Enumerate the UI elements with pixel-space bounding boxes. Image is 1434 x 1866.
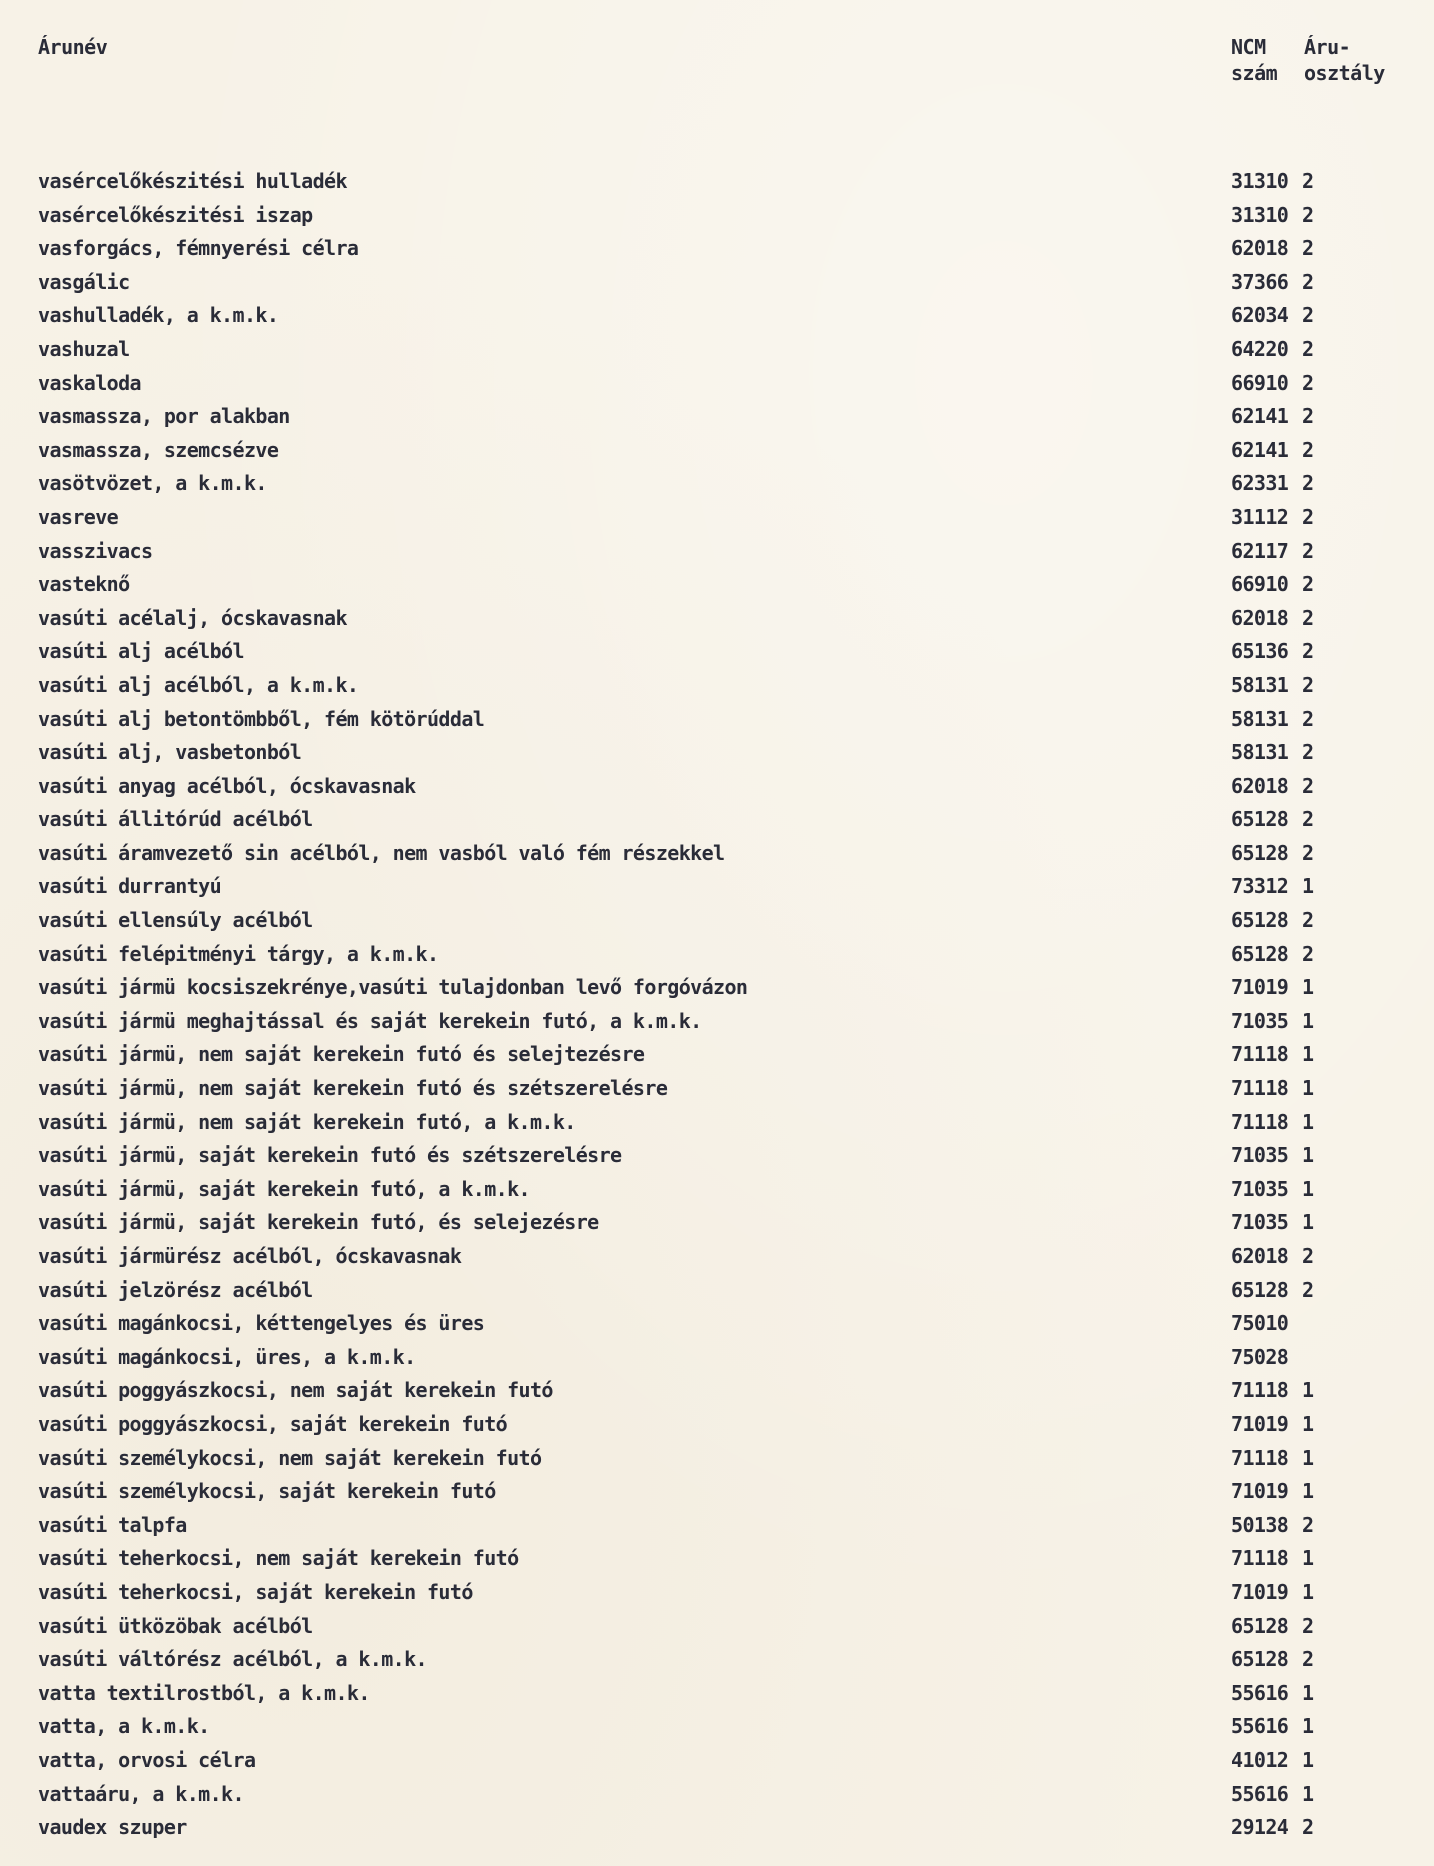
ncm-number: 71019	[1231, 1411, 1289, 1436]
ncm-number: 75010	[1231, 1311, 1289, 1336]
list-item	[0, 1512, 1434, 1546]
ncm-number: 65128	[1231, 1647, 1289, 1672]
ncm-number: 66910	[1231, 370, 1289, 395]
product-class: 1	[1302, 1579, 1314, 1604]
product-name: vasgálic	[38, 269, 130, 294]
product-class: 2	[1302, 538, 1314, 563]
list-item	[0, 202, 1434, 236]
list-item	[0, 941, 1434, 975]
list-item	[0, 1680, 1434, 1714]
product-class: 2	[1302, 740, 1314, 765]
product-name: vasúti jármü, nem saját kerekein futó, a k.m.k.	[38, 1109, 576, 1134]
ncm-number: 58131	[1231, 740, 1289, 765]
list-item	[0, 1243, 1434, 1277]
ncm-number: 65128	[1231, 908, 1289, 933]
product-name: vasúti jármü, saját kerekein futó és szétszerelésre	[38, 1143, 622, 1168]
product-list	[0, 168, 1434, 1848]
ncm-number: 71019	[1231, 1579, 1289, 1604]
product-class: 2	[1302, 1244, 1314, 1268]
product-name: vasúti jármü, saját kerekein futó, és selejezésre	[38, 1210, 599, 1235]
ncm-number: 71118	[1231, 1076, 1289, 1101]
ncm-number: 75028	[1231, 1344, 1289, 1369]
product-class: 2	[1302, 504, 1314, 529]
ncm-number: 71035	[1231, 1176, 1289, 1201]
product-name: vashuzal	[38, 336, 130, 361]
product-class: 1	[1302, 1411, 1314, 1436]
product-name: vasércelőkészitési hulladék	[38, 169, 347, 193]
column-header-class-line2: osztály	[1304, 61, 1385, 85]
product-name: vasforgács, fémnyerési célra	[38, 236, 359, 261]
product-name: vasúti jelzörész acélból	[38, 1277, 313, 1302]
product-name: vasúti jármü meghajtással és saját kerekein futó, a k.m.k.	[38, 1008, 702, 1033]
product-name: vasúti teherkocsi, nem saját kerekein futó	[38, 1546, 519, 1571]
list-item	[0, 1545, 1434, 1579]
ncm-number: 71035	[1231, 1210, 1289, 1235]
product-name: vasúti alj acélból, a k.m.k.	[38, 672, 359, 697]
ncm-number: 65136	[1231, 639, 1289, 664]
product-class: 1	[1302, 1076, 1314, 1101]
list-item	[0, 1814, 1434, 1848]
list-item	[0, 1008, 1434, 1042]
list-item	[0, 806, 1434, 840]
list-item	[0, 168, 1434, 202]
product-class: 1	[1302, 1210, 1314, 1235]
product-name: vasúti személykocsi, saját kerekein futó	[38, 1479, 496, 1504]
ncm-number: 65128	[1231, 807, 1289, 832]
product-name: vaskaloda	[38, 370, 141, 395]
list-item	[0, 1277, 1434, 1311]
list-item	[0, 370, 1434, 404]
product-class: 1	[1302, 1781, 1314, 1806]
list-item	[0, 504, 1434, 538]
list-item	[0, 706, 1434, 740]
list-item	[0, 336, 1434, 370]
product-class: 1	[1302, 1378, 1314, 1403]
product-name: vasúti felépitményi tárgy, a k.m.k.	[38, 941, 439, 966]
product-name: vasúti jármürész acélból, ócskavasnak	[38, 1244, 462, 1268]
product-class: 2	[1302, 471, 1314, 496]
product-name: vasúti áramvezető sin acélból, nem vasból való fém részekkel	[38, 840, 725, 865]
product-class: 2	[1302, 706, 1314, 731]
ncm-number: 71019	[1231, 975, 1289, 1000]
product-name: vaudex szuper	[38, 1815, 187, 1840]
ncm-number: 71019	[1231, 1479, 1289, 1504]
ncm-number: 41012	[1231, 1747, 1289, 1772]
ncm-number: 55616	[1231, 1680, 1289, 1705]
ncm-number: 62018	[1231, 773, 1289, 798]
list-item	[0, 403, 1434, 437]
ncm-number: 62117	[1231, 538, 1289, 563]
column-header-ncm-line1: NCM	[1231, 35, 1266, 59]
list-item	[0, 1176, 1434, 1210]
product-class: 2	[1302, 269, 1314, 294]
ncm-number: 71035	[1231, 1143, 1289, 1168]
product-name: vasteknő	[38, 572, 130, 597]
ncm-number: 65128	[1231, 840, 1289, 865]
ncm-number: 58131	[1231, 672, 1289, 697]
list-item	[0, 269, 1434, 303]
product-class: 2	[1302, 404, 1314, 429]
product-class: 2	[1302, 773, 1314, 798]
list-item	[0, 840, 1434, 874]
ncm-number: 62018	[1231, 605, 1289, 630]
product-name: vasúti durrantyú	[38, 874, 222, 899]
product-name: vasúti ellensúly acélból	[38, 908, 313, 933]
product-class: 2	[1302, 336, 1314, 361]
list-item	[0, 1579, 1434, 1613]
product-class: 1	[1302, 1176, 1314, 1201]
product-class: 2	[1302, 572, 1314, 597]
column-header-class-line1: Áru-	[1304, 35, 1351, 59]
list-item	[0, 873, 1434, 907]
product-name: vasúti teherkocsi, saját kerekein futó	[38, 1579, 473, 1604]
product-name: vasúti magánkocsi, kéttengelyes és üres	[38, 1311, 485, 1336]
product-name: vasötvözet, a k.m.k.	[38, 471, 267, 496]
list-item	[0, 1109, 1434, 1143]
product-class: 2	[1302, 1647, 1314, 1672]
ncm-number: 50138	[1231, 1512, 1289, 1537]
ncm-number: 62141	[1231, 437, 1289, 462]
product-class: 2	[1302, 672, 1314, 697]
product-name: vashulladék, a k.m.k.	[38, 303, 279, 328]
ncm-number: 62034	[1231, 303, 1289, 328]
product-class: 1	[1302, 1546, 1314, 1571]
product-name: vasmassza, szemcsézve	[38, 437, 279, 462]
product-class: 2	[1302, 840, 1314, 865]
ncm-number: 73312	[1231, 874, 1289, 899]
list-item	[0, 1747, 1434, 1781]
product-name: vatta, a k.m.k.	[38, 1714, 210, 1739]
product-class: 2	[1302, 169, 1314, 193]
list-item	[0, 1613, 1434, 1647]
product-name: vasúti acélalj, ócskavasnak	[38, 605, 347, 630]
product-class: 2	[1302, 807, 1314, 832]
list-item	[0, 1075, 1434, 1109]
product-name: vasúti személykocsi, nem saját kerekein futó	[38, 1445, 542, 1470]
list-item	[0, 638, 1434, 672]
product-name: vasúti alj, vasbetonból	[38, 740, 302, 765]
product-class: 2	[1302, 236, 1314, 261]
list-item	[0, 974, 1434, 1008]
column-header-ncm	[1231, 34, 1277, 86]
ncm-number: 31310	[1231, 169, 1289, 193]
product-class: 2	[1302, 605, 1314, 630]
product-class: 1	[1302, 1143, 1314, 1168]
ncm-number: 65128	[1231, 1277, 1289, 1302]
ncm-number: 71118	[1231, 1445, 1289, 1470]
product-name: vasúti poggyászkocsi, nem saját kerekein futó	[38, 1378, 553, 1403]
product-class: 1	[1302, 1747, 1314, 1772]
product-name: vasszivacs	[38, 538, 153, 563]
list-item	[0, 470, 1434, 504]
ncm-number: 66910	[1231, 572, 1289, 597]
list-item	[0, 1646, 1434, 1680]
product-name: vasúti állitórúd acélból	[38, 807, 313, 832]
ncm-number: 71118	[1231, 1546, 1289, 1571]
ncm-number: 71118	[1231, 1378, 1289, 1403]
product-class: 2	[1302, 370, 1314, 395]
ncm-number: 62018	[1231, 1244, 1289, 1268]
product-name: vasúti jármü kocsiszekrénye,vasúti tulajdonban levő forgóvázon	[38, 975, 748, 1000]
product-class: 2	[1302, 639, 1314, 664]
list-item	[0, 235, 1434, 269]
list-item	[0, 739, 1434, 773]
product-name: vasúti talpfa	[38, 1512, 187, 1537]
product-class: 1	[1302, 1445, 1314, 1470]
product-name: vasúti poggyászkocsi, saját kerekein futó	[38, 1411, 508, 1436]
list-item	[0, 1713, 1434, 1747]
list-item	[0, 571, 1434, 605]
list-item	[0, 538, 1434, 572]
product-class: 1	[1302, 975, 1314, 1000]
list-item	[0, 1781, 1434, 1815]
ncm-number: 37366	[1231, 269, 1289, 294]
ncm-number: 62331	[1231, 471, 1289, 496]
product-class: 1	[1302, 1008, 1314, 1033]
list-item	[0, 1445, 1434, 1479]
product-class: 2	[1302, 941, 1314, 966]
list-item	[0, 1377, 1434, 1411]
product-name: vasúti váltórész acélból, a k.m.k.	[38, 1647, 427, 1672]
product-name: vasúti jármü, nem saját kerekein futó és selejtezésre	[38, 1042, 645, 1067]
product-name: vasúti anyag acélból, ócskavasnak	[38, 773, 416, 798]
column-header-name: Árunév	[38, 35, 108, 59]
product-name: vasércelőkészitési iszap	[38, 202, 313, 227]
column-header-class	[1304, 34, 1385, 86]
list-item	[0, 1310, 1434, 1344]
product-class: 1	[1302, 1109, 1314, 1134]
ncm-number: 55616	[1231, 1714, 1289, 1739]
ncm-number: 55616	[1231, 1781, 1289, 1806]
product-class: 2	[1302, 1512, 1314, 1537]
product-name: vasreve	[38, 504, 119, 529]
product-name: vasúti magánkocsi, üres, a k.m.k.	[38, 1344, 416, 1369]
product-class: 1	[1302, 1714, 1314, 1739]
list-item	[0, 672, 1434, 706]
product-name: vasúti ütközöbak acélból	[38, 1613, 313, 1638]
product-class: 2	[1302, 1613, 1314, 1638]
list-item	[0, 1478, 1434, 1512]
column-header-ncm-line2: szám	[1231, 61, 1278, 85]
product-name: vasmassza, por alakban	[38, 404, 290, 429]
product-class: 1	[1302, 1042, 1314, 1067]
list-item	[0, 605, 1434, 639]
ncm-number: 29124	[1231, 1815, 1289, 1840]
ncm-number: 71035	[1231, 1008, 1289, 1033]
product-name: vattaáru, a k.m.k.	[38, 1781, 244, 1806]
list-item	[0, 1142, 1434, 1176]
ncm-number: 31310	[1231, 202, 1289, 227]
ncm-number: 58131	[1231, 706, 1289, 731]
list-item	[0, 1411, 1434, 1445]
ncm-number: 71118	[1231, 1042, 1289, 1067]
product-name: vasúti jármü, saját kerekein futó, a k.m.k.	[38, 1176, 530, 1201]
product-name: vatta, orvosi célra	[38, 1747, 256, 1772]
product-class: 2	[1302, 1815, 1314, 1840]
ncm-number: 62018	[1231, 236, 1289, 261]
product-name: vasúti jármü, nem saját kerekein futó és szétszerelésre	[38, 1076, 668, 1101]
product-class: 1	[1302, 1479, 1314, 1504]
product-class: 1	[1302, 874, 1314, 899]
product-class: 2	[1302, 1277, 1314, 1302]
product-name: vasúti alj acélból	[38, 639, 244, 664]
list-item	[0, 773, 1434, 807]
product-class: 2	[1302, 202, 1314, 227]
product-name: vatta textilrostból, a k.m.k.	[38, 1680, 370, 1705]
product-class: 1	[1302, 1680, 1314, 1705]
ncm-number: 64220	[1231, 336, 1289, 361]
list-item	[0, 437, 1434, 471]
list-item	[0, 907, 1434, 941]
product-class: 2	[1302, 437, 1314, 462]
product-class: 2	[1302, 303, 1314, 328]
list-item	[0, 1209, 1434, 1243]
product-name: vasúti alj betontömbből, fém kötörúddal	[38, 706, 485, 731]
ncm-number: 71118	[1231, 1109, 1289, 1134]
ncm-number: 62141	[1231, 404, 1289, 429]
ncm-number: 65128	[1231, 941, 1289, 966]
list-item	[0, 302, 1434, 336]
list-item	[0, 1344, 1434, 1378]
ncm-number: 65128	[1231, 1613, 1289, 1638]
product-class: 2	[1302, 908, 1314, 933]
ncm-number: 31112	[1231, 504, 1289, 529]
list-item	[0, 1041, 1434, 1075]
